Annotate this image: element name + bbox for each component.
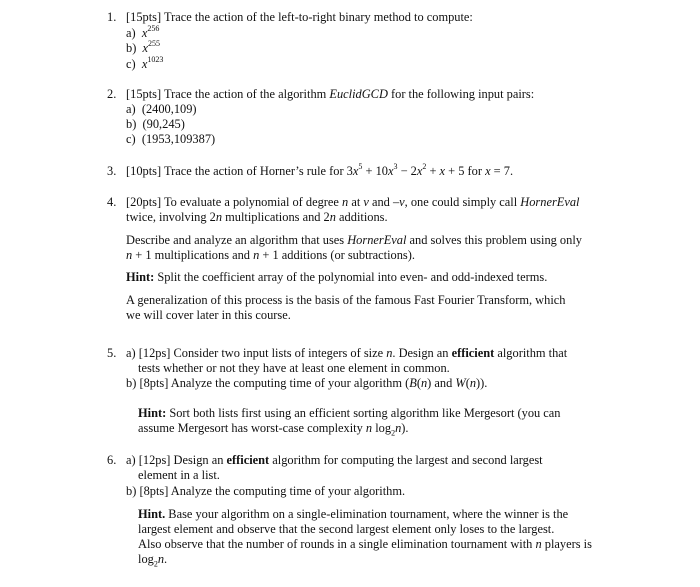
- hint-line-2: assume Mergesort has worst-case complexity n $\log_2n$).: [138, 421, 409, 438]
- question-text: [15pts] Trace the action of the algorithm EuclidGCD for the following input pairs:: [126, 87, 535, 101]
- item-a: a) $x^{256}$: [126, 23, 160, 40]
- hint: Hint: Split the coefficient array of the polynomial into even- and odd-indexed terms.: [126, 270, 548, 284]
- part-a-line-1: a) [12ps] Consider two input lists of integers of size n. Design an efficient algorithm that: [126, 346, 568, 360]
- part-a-line-2: element in a list.: [138, 468, 220, 482]
- part-b: b) [8pts] Analyze the computing time of your algorithm.: [126, 484, 406, 498]
- item-b: b) $x^{255}$: [126, 38, 161, 55]
- note-line-1: A generalization of this process is the basis of the famous Fast Fourier Transform, which: [126, 293, 566, 307]
- part-b: b) [8pts] Analyze the computing time of your algorithm (B(n) and W(n)).: [126, 376, 488, 390]
- hint-line-4: $\log_2n$.: [138, 552, 168, 569]
- question-text: [15pts] Trace the action of the left-to-right binary method to compute:: [126, 10, 473, 24]
- description-line-1: Describe and analyze an algorithm that uses HornerEval and solves this problem using only: [126, 233, 582, 247]
- hint-line-2: largest element and observe that the second largest element only loses to the largest.: [138, 522, 555, 536]
- question-text-line-1: [20pts] To evaluate a polynomial of degree n at v and –v, one could simply call HornerEval: [126, 195, 580, 209]
- item-b: b) (90,245): [126, 117, 185, 131]
- hint-line-3: Also observe that the number of rounds in a single elimination tournament with n players is: [138, 537, 592, 551]
- question-number: 1.: [107, 10, 117, 24]
- note-line-2: we will cover later in this course.: [126, 308, 291, 322]
- item-c: c) $x^{1023}$: [126, 54, 164, 71]
- question-number: 4.: [107, 195, 117, 209]
- item-a: a) (2400,109): [126, 102, 197, 116]
- item-c: c) (1953,109387): [126, 132, 216, 146]
- question-text: [10pts] Trace the action of Horner’s rule for $3x^5 + 10x^3 - 2x^2 + x + 5$ for x = 7.: [126, 161, 514, 178]
- question-number: 5.: [107, 346, 117, 360]
- question-text-line-2: twice, involving 2n multiplications and 2n additions.: [126, 210, 388, 224]
- description-line-2: n + 1 multiplications and n + 1 additions (or subtractions).: [126, 248, 415, 262]
- question-number: 6.: [107, 453, 117, 467]
- part-a-line-2: tests whether or not they have at least one element in common.: [138, 361, 450, 375]
- question-number: 3.: [107, 164, 117, 178]
- hint-line-1: Hint. Base your algorithm on a single-elimination tournament, where the winner is the: [138, 507, 569, 521]
- question-number: 2.: [107, 87, 117, 101]
- hint-line-1: Hint: Sort both lists first using an efficient sorting algorithm like Mergesort (you can: [138, 406, 561, 420]
- part-a-line-1: a) [12ps] Design an efficient algorithm for computing the largest and second largest: [126, 453, 543, 467]
